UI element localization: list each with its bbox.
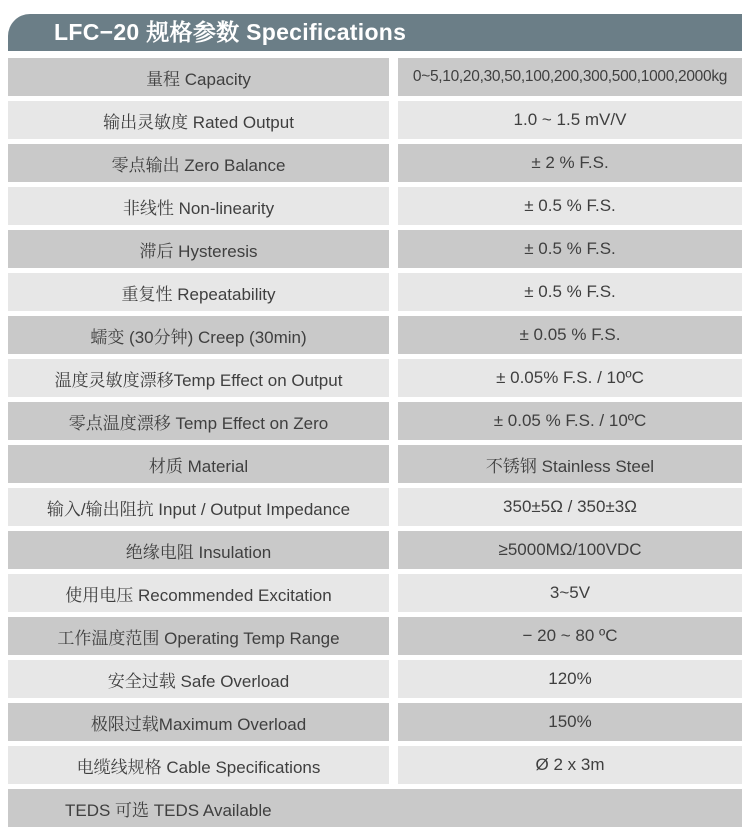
row-value: ± 0.05 % F.S. / 10ºC [398,402,742,440]
table-row [8,101,742,139]
row-value: 150% [398,703,742,741]
row-label: 温度灵敏度漂移Temp Effect on Output [8,359,389,397]
row-label: 量程 Capacity [8,58,389,96]
row-value: ± 0.5 % F.S. [398,187,742,225]
table-row [8,359,742,397]
row-label: 滞后 Hysteresis [8,230,389,268]
table-row [8,144,742,182]
row-value: ± 2 % F.S. [398,144,742,182]
table-row [8,488,742,526]
row-label: 极限过载Maximum Overload [8,703,389,741]
table-row [8,574,742,612]
row-value: ± 0.5 % F.S. [398,273,742,311]
table-row [8,187,742,225]
spec-sheet-title: LFC−20 规格参数 Specifications [8,14,742,51]
row-label: 非线性 Non-linearity [8,187,389,225]
spec-table [8,58,742,827]
table-row [8,402,742,440]
table-row [8,230,742,268]
row-label: 绝缘电阻 Insulation [8,531,389,569]
row-value: 1.0 ~ 1.5 mV/V [398,101,742,139]
row-label: 零点温度漂移 Temp Effect on Zero [8,402,389,440]
row-label: 零点输出 Zero Balance [8,144,389,182]
row-value: 不锈钢 Stainless Steel [398,445,742,483]
row-value: ≥5000MΩ/100VDC [398,531,742,569]
row-label: 输出灵敏度 Rated Output [8,101,389,139]
row-label: TEDS 可选 TEDS Available [8,789,742,827]
row-value: 120% [398,660,742,698]
table-row [8,660,742,698]
row-label: 安全过载 Safe Overload [8,660,389,698]
table-row [8,703,742,741]
table-row [8,445,742,483]
row-value: ± 0.05 % F.S. [398,316,742,354]
table-row [8,273,742,311]
row-label: 输入/输出阻抗 Input / Output Impedance [8,488,389,526]
row-label: 重复性 Repeatability [8,273,389,311]
row-value: 350±5Ω / 350±3Ω [398,488,742,526]
table-row [8,58,742,96]
row-value: − 20 ~ 80 ºC [398,617,742,655]
row-value: ± 0.5 % F.S. [398,230,742,268]
table-row [8,617,742,655]
table-row [8,789,742,827]
row-label: 蠕变 (30分钟) Creep (30min) [8,316,389,354]
row-label: 使用电压 Recommended Excitation [8,574,389,612]
table-row [8,746,742,784]
table-row [8,316,742,354]
row-value: Ø 2 x 3m [398,746,742,784]
row-label: 电缆线规格 Cable Specifications [8,746,389,784]
row-value: 0~5,10,20,30,50,100,200,300,500,1000,2000kg [398,58,742,96]
table-row [8,531,742,569]
row-label: 材质 Material [8,445,389,483]
row-value: ± 0.05% F.S. / 10ºC [398,359,742,397]
row-value: 3~5V [398,574,742,612]
row-label: 工作温度范围 Operating Temp Range [8,617,389,655]
